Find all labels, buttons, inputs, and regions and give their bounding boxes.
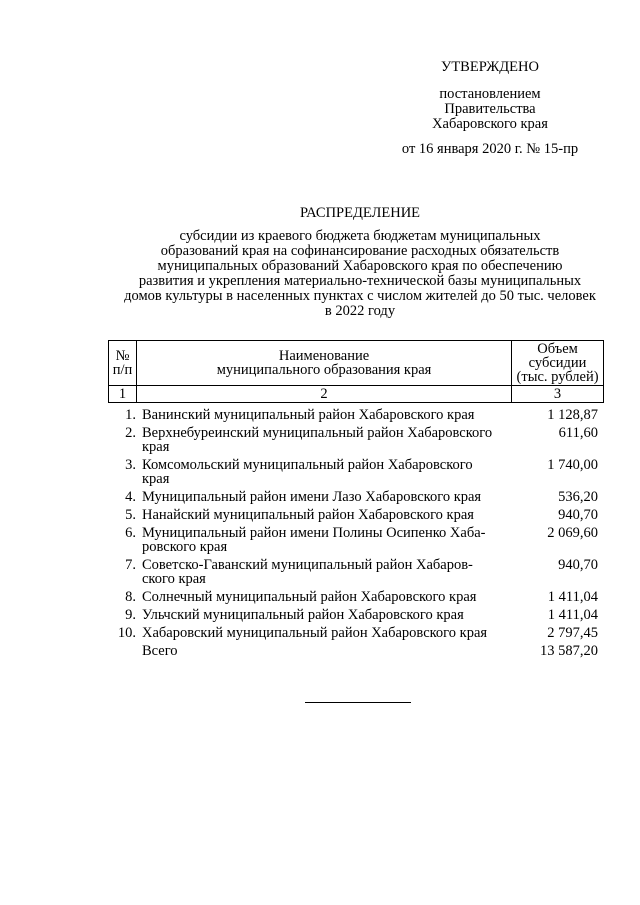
header-num xyxy=(109,341,137,386)
row-name xyxy=(136,508,512,522)
row-name xyxy=(136,490,512,504)
row-number: 3. xyxy=(125,457,136,473)
row-name-line: ровского края xyxy=(142,539,228,555)
row-number xyxy=(108,644,136,658)
approval-title: УТВЕРЖДЕНО xyxy=(441,59,539,75)
column-number: 2 xyxy=(136,386,511,403)
heading-line: развития и укрепления материально-технической базы муниципальных xyxy=(138,273,582,289)
row-number: 5. xyxy=(125,507,136,523)
row-name-line: края xyxy=(142,439,170,455)
table-body xyxy=(108,408,604,662)
approval-date: от 16 января 2020 г. № 15-пр xyxy=(401,141,579,157)
table-row xyxy=(108,426,604,454)
column-number: 1 xyxy=(109,386,137,403)
approval-line: постановлением xyxy=(439,86,541,102)
document-title: РАСПРЕДЕЛЕНИЕ xyxy=(299,205,421,221)
table-header xyxy=(108,340,604,403)
row-value: 1 128,87 xyxy=(547,407,598,423)
approval-line: Хабаровского края xyxy=(432,116,548,132)
row-name xyxy=(136,408,512,422)
header-amount-line: Объем xyxy=(537,341,578,357)
row-value: 1 411,04 xyxy=(547,607,598,623)
header-name xyxy=(136,341,511,386)
header-row xyxy=(109,341,604,386)
table-row xyxy=(108,458,604,486)
table-row xyxy=(108,608,604,622)
header-name-line: муниципального образования края xyxy=(216,362,432,378)
row-value: 1 740,00 xyxy=(547,457,598,473)
row-name-line: Солнечный муниципальный район Хабаровского края xyxy=(142,589,477,605)
row-value: 940,70 xyxy=(558,507,598,523)
header-num-line: п/п xyxy=(112,362,133,378)
row-value: 611,60 xyxy=(558,425,598,441)
row-name-line: Ульчский муниципальный район Хабаровского края xyxy=(142,607,464,623)
row-number: 4. xyxy=(125,489,136,505)
table-row xyxy=(108,590,604,604)
row-name-line: Верхнебуреинский муниципальный район Хабаровского xyxy=(142,425,493,441)
row-name xyxy=(136,558,512,586)
row-value: 536,20 xyxy=(558,489,598,505)
row-value: 1 411,04 xyxy=(547,589,598,605)
row-name xyxy=(136,458,512,486)
heading-line: в 2022 году xyxy=(324,303,396,319)
header-num-line: № xyxy=(115,348,130,364)
total-label: Всего xyxy=(142,643,178,659)
row-number: 1. xyxy=(125,407,136,423)
row-name-line: края xyxy=(142,471,170,487)
header-amount-line: (тыс. рублей) xyxy=(516,369,599,385)
row-name-line: Комсомольский муниципальный район Хабаровского xyxy=(142,457,473,473)
table-row xyxy=(108,508,604,522)
row-number: 9. xyxy=(125,607,136,623)
row-name-line: Нанайский муниципальный район Хабаровского края xyxy=(142,507,474,523)
header-amount xyxy=(512,341,604,386)
row-number: 7. xyxy=(125,557,136,573)
table-row xyxy=(108,490,604,504)
row-number: 6. xyxy=(125,525,136,541)
row-number: 2. xyxy=(125,425,136,441)
column-number: 3 xyxy=(512,386,604,403)
row-number: 8. xyxy=(125,589,136,605)
row-value: 940,70 xyxy=(558,557,598,573)
row-name-line: Муниципальный район имени Лазо Хабаровского края xyxy=(142,489,482,505)
table-row xyxy=(108,526,604,554)
approval-stamp xyxy=(380,60,600,157)
end-divider xyxy=(305,702,411,703)
row-value: 2 069,60 xyxy=(547,525,598,541)
row-number: 10. xyxy=(117,625,136,641)
heading-line: домов культуры в населенных пунктах с числом жителей до 50 тыс. человек xyxy=(124,288,596,304)
row-value: 2 797,45 xyxy=(547,625,598,641)
approval-line: Правительства xyxy=(444,101,536,117)
row-name-line: Ванинский муниципальный район Хабаровского края xyxy=(142,407,475,423)
row-name-line: Советско-Гаванский муниципальный район Хабаров- xyxy=(142,557,473,573)
total-value: 13 587,20 xyxy=(540,643,598,659)
row-name xyxy=(136,590,512,604)
row-name xyxy=(136,626,512,640)
table-row xyxy=(108,558,604,586)
row-name-line: Хабаровский муниципальный район Хабаровского края xyxy=(142,625,488,641)
row-name-line: ского края xyxy=(142,571,206,587)
table-row xyxy=(108,626,604,640)
heading-line: образований края на софинансирование расходных обязательств xyxy=(160,243,560,259)
total-row xyxy=(108,644,604,658)
heading-line: субсидии из краевого бюджета бюджетам муниципальных xyxy=(179,228,541,244)
row-name xyxy=(136,526,512,554)
row-name xyxy=(136,426,512,454)
column-number-row xyxy=(109,386,604,403)
document-heading xyxy=(100,206,620,319)
header-amount-line: субсидии xyxy=(528,355,587,371)
row-name-line: Муниципальный район имени Полины Осипенко Хаба- xyxy=(142,525,486,541)
row-name xyxy=(136,608,512,622)
header-name-line: Наименование xyxy=(278,348,370,364)
heading-line: муниципальных образований Хабаровского края по обеспечению xyxy=(157,258,563,274)
table-row xyxy=(108,408,604,422)
